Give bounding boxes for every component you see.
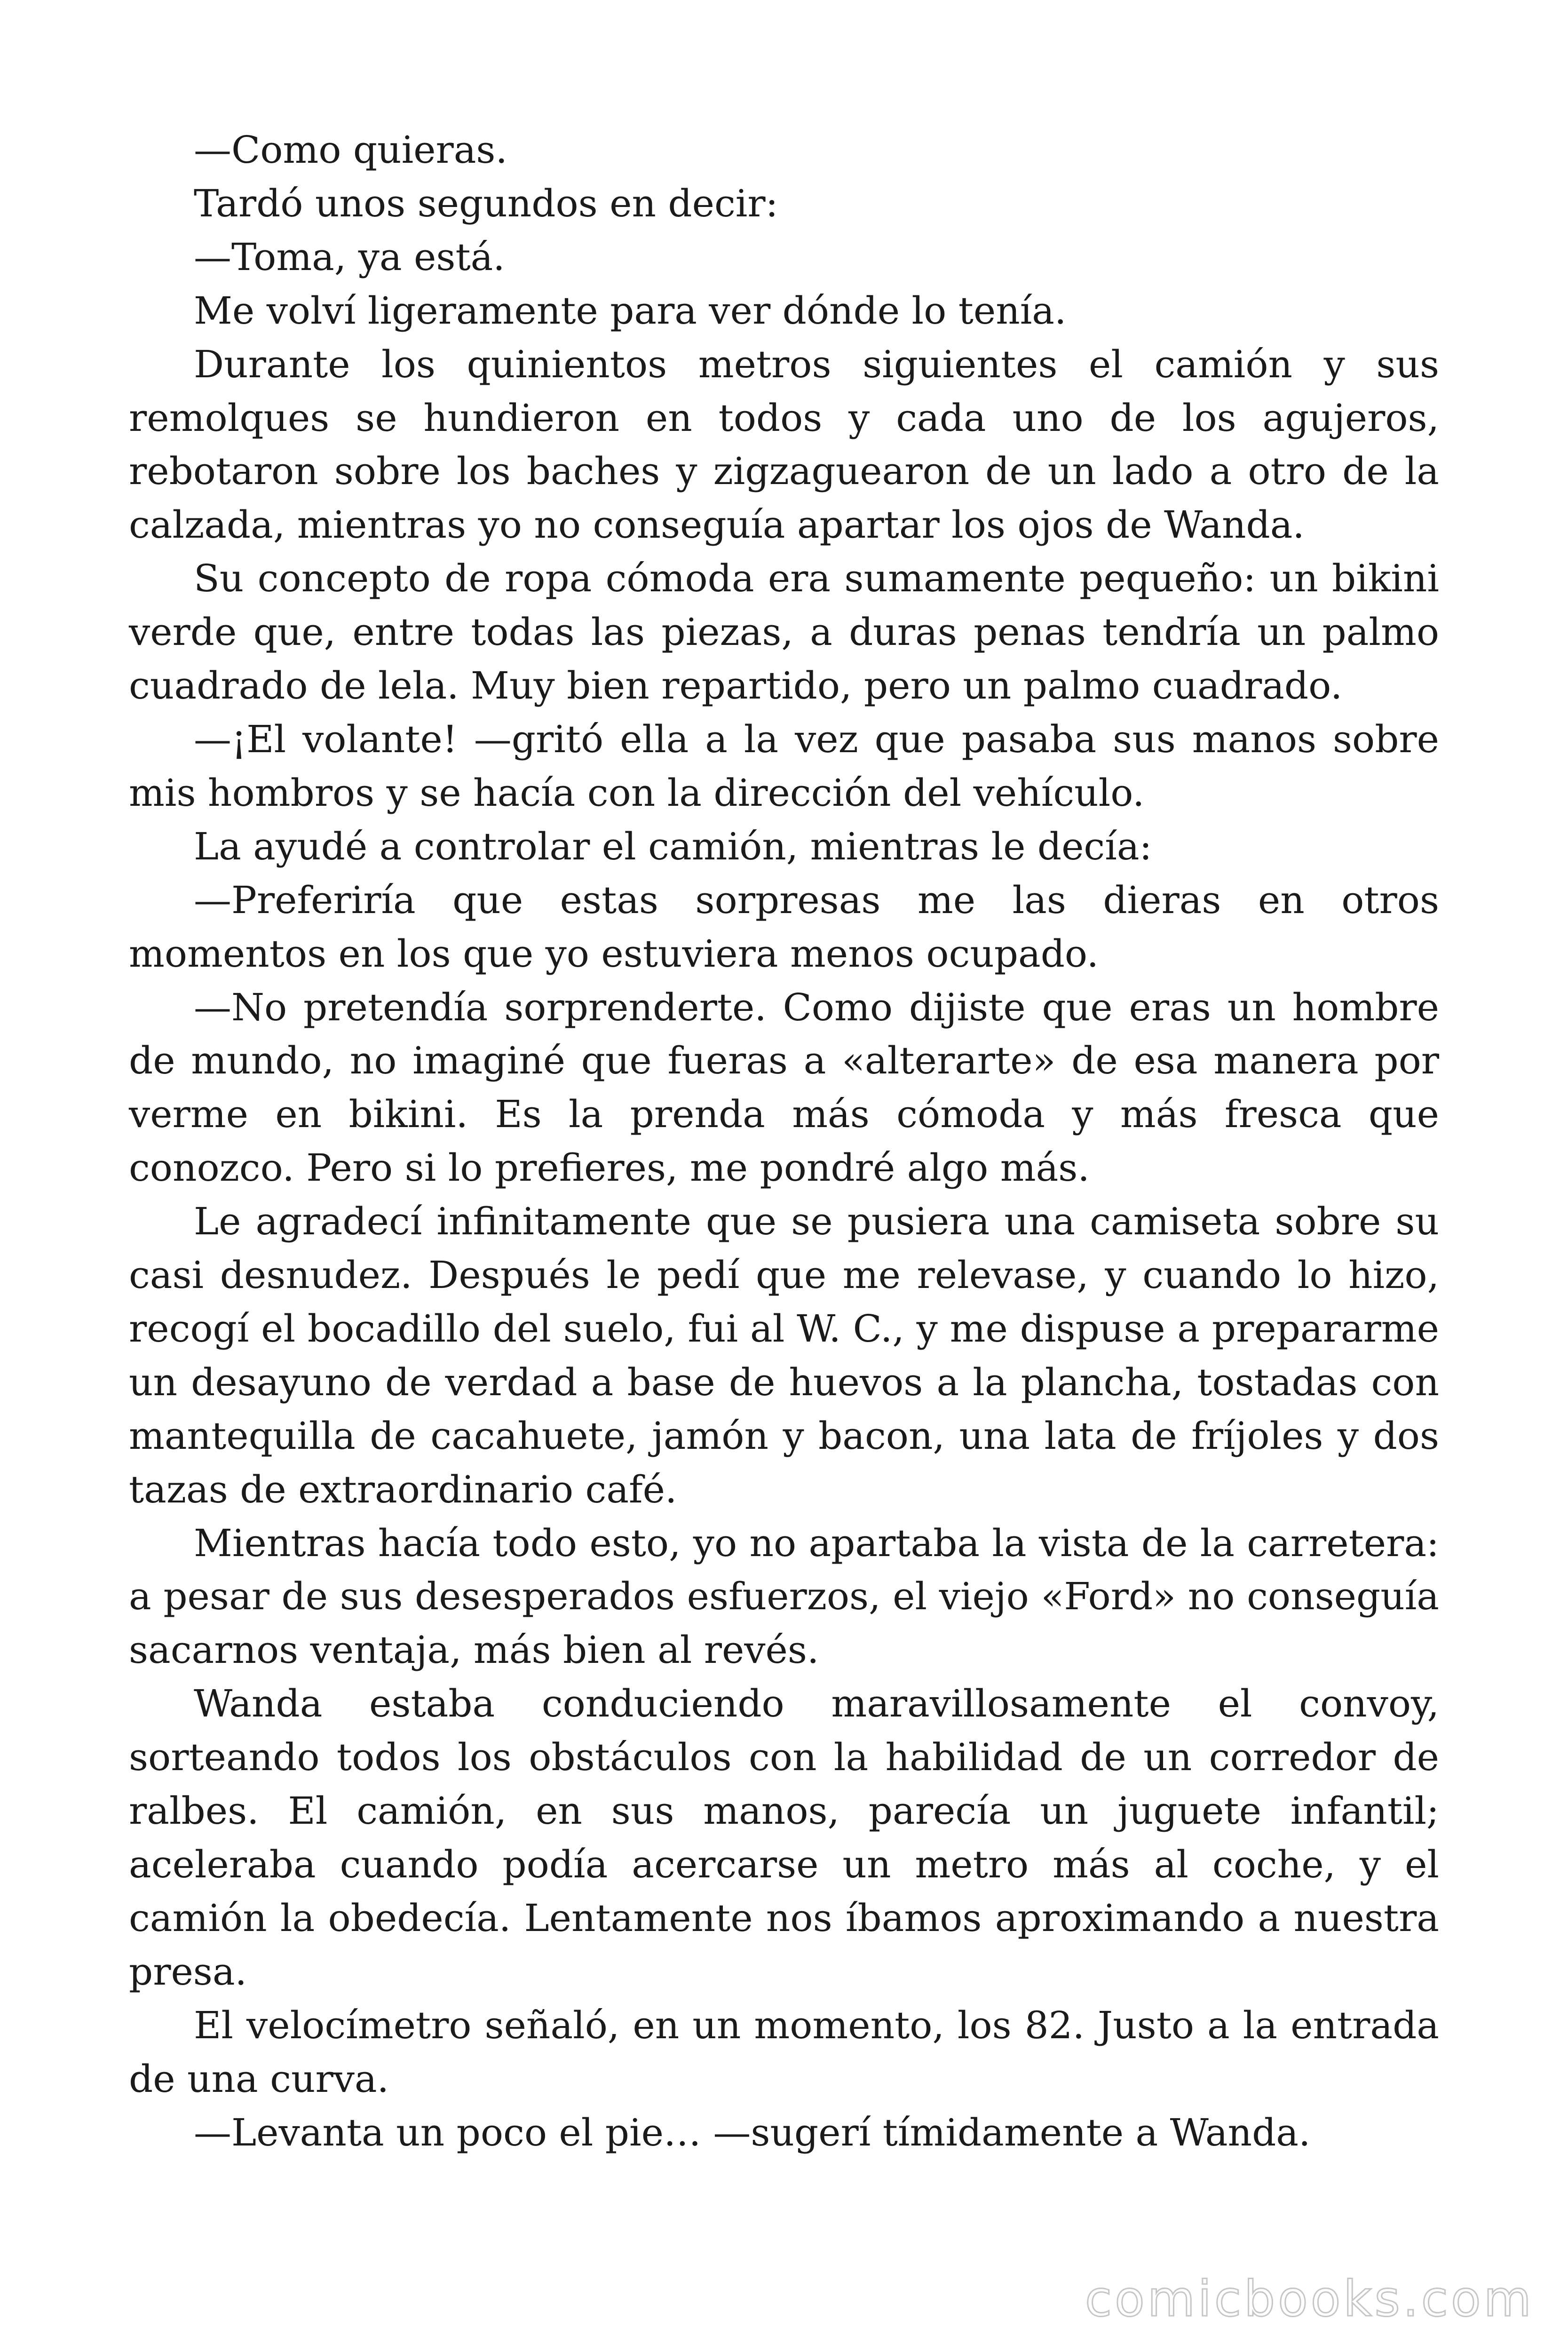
paragraph: —No pretendía sorprenderte. Como dijiste que eras un hombre de mundo, no imaginé que fueras a «alterarte» de esa manera por verme en bikini. Es la prenda más cómoda y más fresca que conozco. Pero si lo prefieres, me pondré algo más. (129, 985, 1439, 1190)
paragraph: La ayudé a controlar el camión, mientras le decía: (194, 824, 1152, 868)
paragraph: —Preferiría que estas sorpresas me las dieras en otros momentos en los que yo estuviera menos ocupado. (129, 878, 1439, 976)
paragraph: El velocímetro señaló, en un momento, los 82. Justo a la entrada de una curva. (129, 2003, 1439, 2101)
paragraph: Wanda estaba conduciendo maravillosamente el convoy, sorteando todos los obstáculos con la habilidad de un corredor de ralbes. El camión, en sus manos, parecía un juguete infantil; aceleraba cuando podía acercarse un metro más al coche, y el camión la obedecía. Lentamente nos íbamos aproximando a nuestra presa. (129, 1682, 1439, 1994)
watermark: comicbooks.com (1085, 2270, 1534, 2328)
book-page-text (129, 123, 1439, 2159)
paragraph: Tardó unos segundos en decir: (194, 181, 778, 225)
paragraph: Su concepto de ropa cómoda era sumamente pequeño: un bikini verde que, entre todas las piezas, a duras penas tendría un palmo cuadrado de lela. Muy bien repartido, pero un palmo cuadrado. (129, 556, 1439, 708)
paragraph: —¡El volante! —gritó ella a la vez que pasaba sus manos sobre mis hombros y se hacía con la dirección del vehículo. (129, 717, 1439, 815)
paragraph: Me volví ligeramente para ver dónde lo tenía. (194, 288, 1067, 333)
paragraph: Durante los quinientos metros siguientes el camión y sus remolques se hundieron en todos y cada uno de los agujeros, rebotaron sobre los baches y zigzaguearon de un lado a otro de la calzada, mientras yo no conseguía apartar los ojos de Wanda. (129, 342, 1439, 547)
paragraph: —Levanta un poco el pie… —sugerí tímidamente a Wanda. (194, 2110, 1311, 2154)
paragraph: —Toma, ya está. (194, 235, 505, 279)
paragraph: Le agradecí infinitamente que se pusiera una camiseta sobre su casi desnudez. Después le pedí que me relevase, y cuando lo hizo, recogí el bocadillo del suelo, fui al W. C., y me dispuse a prepararme un desayuno de verdad a base de huevos a la plancha, tostadas con mantequilla de cacahuete, jamón y bacon, una lata de fríjoles y dos tazas de extraordinario café. (129, 1200, 1439, 1511)
paragraph: Mientras hacía todo esto, yo no apartaba la vista de la carretera: a pesar de sus desesperados esfuerzos, el viejo «Ford» no conseguía sacarnos ventaja, más bien al revés. (129, 1521, 1439, 1672)
paragraph: —Como quieras. (194, 128, 507, 172)
